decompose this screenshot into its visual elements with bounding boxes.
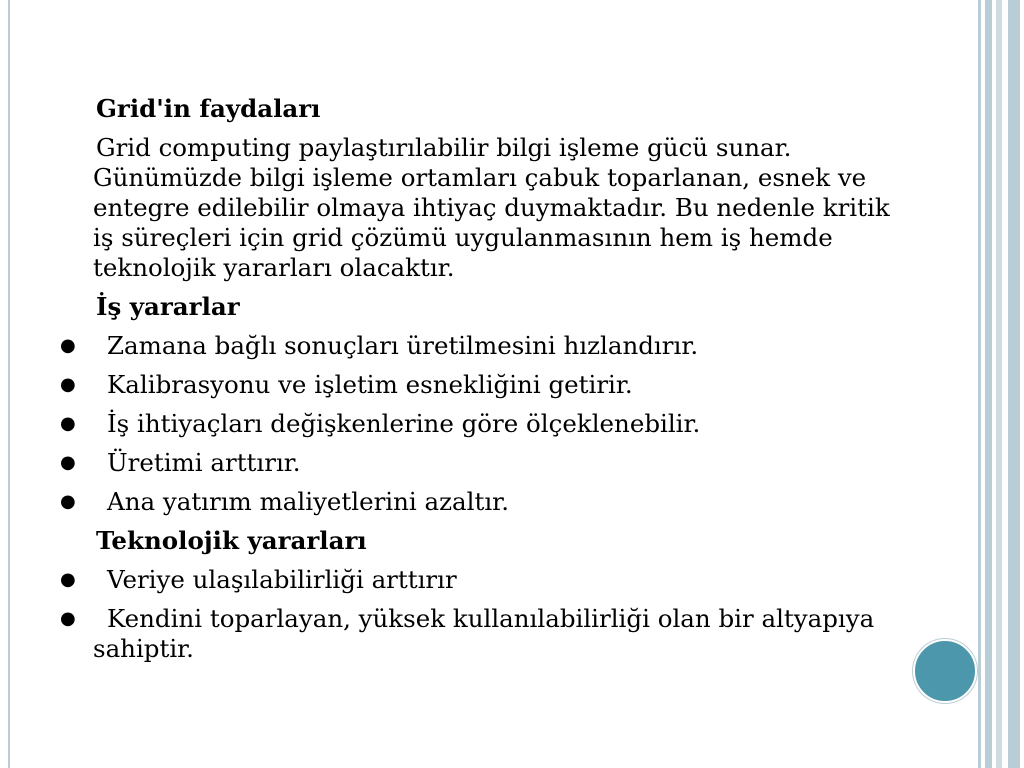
list-item: ● İş ihtiyaçları değişkenlerine göre ölçeklenebilir. [60,409,701,438]
slide-frame-right-bar [996,0,1002,768]
bullet-icon: ● [60,374,76,395]
slide-frame-right-bar [1008,0,1020,768]
section-heading-benefits: Grid'in faydaları [96,94,321,123]
list-item: ● Kalibrasyonu ve işletim esnekliğini getirir. [60,370,633,399]
decorative-circle [913,639,977,703]
slide-frame-right-bar [978,0,981,768]
slide-frame-right-bar [985,0,992,768]
list-item: ● Veriye ulaşılabilirliği arttırır [60,565,457,594]
list-item: ● Kendini toparlayan, yüksek kullanılabilirliği olan bir altyapıya sahiptir. [60,604,875,663]
bullet-icon: ● [60,608,76,629]
list-item: ● Ana yatırım maliyetlerini azaltır. [60,487,509,516]
business-benefits-list [58,331,898,517]
bullet-icon: ● [60,569,76,590]
list-item: ● Zamana bağlı sonuçları üretilmesini hızlandırır. [60,331,699,360]
slide-frame-left-line [8,0,10,768]
bullet-icon: ● [60,491,76,512]
list-item: ● Üretimi arttırır. [60,448,301,477]
slide-content [58,94,898,673]
bullet-icon: ● [60,452,76,473]
technology-benefits-list [58,565,898,664]
section-heading-business-benefits: İş yararlar [96,292,240,321]
benefits-paragraph: Grid computing paylaştırılabilir bilgi işleme gücü sunar. Günümüzde bilgi işleme ortamları çabuk toparlanan, esnek ve entegre edilebilir olmaya ihtiyaç duymaktadır. Bu nedenle kritik iş süreçleri için grid çözümü uygulanmasının hem iş hemde teknolojik yararları olacaktır. [93,133,890,282]
bullet-icon: ● [60,413,76,434]
bullet-icon: ● [60,335,76,356]
section-heading-technology-benefits: Teknolojik yararları [96,526,367,555]
